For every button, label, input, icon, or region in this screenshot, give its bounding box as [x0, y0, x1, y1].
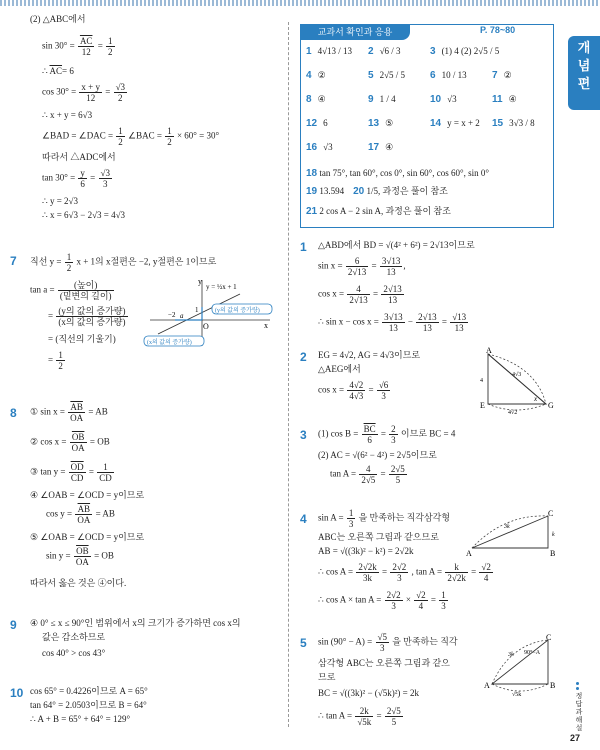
s4-vertex-b: B [550, 549, 556, 558]
s1-line1: △ABD에서 BD = √(4² + 6²) = 2√13이므로 [318, 240, 475, 250]
side-tab [568, 36, 600, 110]
q7-line5: = $\frac{1}{2}$ [48, 350, 63, 371]
q8-opt4-detail: cos y = $\frac{\overline{AB}}{OA}$ = AB [46, 504, 115, 525]
s4-side-3k: 3k [504, 524, 510, 530]
s2-side-4root3: 4√3 [512, 372, 522, 378]
answer-cell-number: 11 [492, 94, 503, 105]
solution-number-1: 1 [300, 240, 307, 254]
answer-cell [430, 70, 467, 81]
answer-cell [306, 118, 328, 129]
answer-cell-number: 9 [368, 94, 374, 105]
answer-cell [368, 118, 393, 129]
column-divider [288, 22, 289, 727]
q7-line1: 직선 y = $\frac{1}{2}$ x + 1의 x절편은 −2, y절편은 1이므로 [30, 252, 217, 273]
answer-cell [306, 142, 333, 153]
answer-cell [368, 46, 401, 57]
s2-vertex-g: G [548, 401, 554, 410]
s5-side-root5k: √5k [512, 692, 522, 698]
s4-line2: ABC는 오른쪽 그림과 같으므로 [318, 532, 439, 542]
page-range: P. 78~80 [480, 25, 516, 35]
question-number-10: 10 [10, 686, 24, 700]
q7-graph-x-label: x [264, 321, 268, 330]
s2-angle-x: x [534, 395, 538, 403]
s5-angle: 90°−A [524, 650, 541, 656]
question-number-7: 7 [10, 254, 17, 268]
q7-graph-minus2: −2 [168, 311, 176, 319]
p2-line8: ∴ y = 2√3 [42, 196, 78, 206]
side-section-label: 정답과 해설 [575, 692, 583, 732]
s5-figure [484, 634, 564, 700]
answer-row-19-20: 19 13.594 20 1/5, 과정은 풀이 참조 [306, 186, 448, 197]
answer-cell-value: 1 / 4 [379, 94, 396, 104]
answer-cell-number: 10 [430, 94, 442, 105]
s1-line2: sin x = $\frac{6}{2√13}$ = $\frac{3√13}{13}$ , [318, 256, 406, 277]
s2-side-4: 4 [480, 378, 483, 384]
q7-graph-y-label: y [198, 277, 202, 286]
q10-line1: cos 65° = 0.4226이므로 A = 65° [30, 686, 148, 696]
q7-graph-equation: y = ½x + 1 [206, 283, 237, 291]
s4-line5: ∴ cos A × tan A = $\frac{2√2}{3}$ × $\frac{√2}{4}$ = $\frac{1}{3}$ [318, 590, 446, 611]
answer-cell-value: 3√3 / 8 [509, 118, 535, 128]
answer-cell-value: ④ [317, 94, 326, 104]
q9-line2: 값은 감소하므로 [42, 632, 106, 642]
answer-cell-value: ⑤ [385, 118, 394, 128]
s4-line4: ∴ cos A = $\frac{2√2k}{3k}$ = $\frac{2√2}{3}$ , tan A = $\frac{k}{2√2k}$ = $\frac{√2}{4}$ [318, 562, 491, 583]
q7-graph-tag-run: (x의 값의 증가량) [147, 340, 192, 346]
answer-row-21: 21 2 cos A − 2 sin A, 과정은 풀이 참조 [306, 206, 451, 217]
answer-cell-number: 1 [306, 46, 312, 57]
q7-graph-tag-rise: (y의 값의 증가량) [215, 308, 260, 314]
s2-vertex-a: A [486, 346, 492, 355]
answer-box-title: 교과서 확인과 응용 [300, 24, 410, 40]
answer-cell-number: 16 [306, 142, 318, 153]
p2-label: (2) △ABC에서 [30, 14, 86, 24]
page-number: 27 [570, 733, 581, 743]
s4-line1: sin A = $\frac{1}{3}$ 을 만족하는 직각삼각형 [318, 508, 451, 529]
s5-line5: ∴ tan A = $\frac{2k}{√5k}$ = $\frac{2√5}{5}$ [318, 706, 401, 727]
answer-cell [306, 46, 352, 57]
s1-line4: ∴ sin x − cos x = $\frac{3√13}{13}$ − $\frac{2√13}{13}$ = $\frac{√13}{13}$ [318, 312, 467, 333]
answer-cell-number: 17 [368, 142, 380, 153]
answer-cell-value: √3 [323, 142, 333, 152]
answer-cell [368, 70, 405, 81]
answer-cell [368, 142, 393, 153]
q7-graph-angle: a [180, 312, 184, 320]
side-tab-char: 편 [577, 77, 591, 92]
answer-cell-value: ② [317, 70, 326, 80]
q10-line2: tan 64° = 2.0503이므로 B = 64° [30, 700, 147, 710]
q9-line3: cos 40° > cos 43° [42, 648, 106, 658]
s2-line1: EG = 4√2, AG = 4√3이므로 [318, 350, 421, 360]
q7-line4: = (직선의 기울기) [48, 334, 116, 344]
answer-cell [306, 70, 326, 81]
answer-cell [368, 94, 396, 105]
answer-cell-number: 8 [306, 94, 312, 105]
s5-line4: BC = √((3k)² − (√5k)²) = 2k [318, 688, 419, 698]
answer-cell-number: 4 [306, 70, 312, 81]
q8-opt4: ④ ∠OAB = ∠OCD = y이므로 [30, 490, 145, 500]
s5-vertex-c: C [546, 634, 552, 642]
q8-opt5: ⑤ ∠OAB = ∠OCD = y이므로 [30, 532, 145, 542]
q7-graph-origin: O [203, 322, 209, 331]
answer-cell [492, 70, 512, 81]
q7-graph [140, 276, 275, 354]
answer-cell-number: 5 [368, 70, 374, 81]
answer-cell-number: 7 [492, 70, 498, 81]
q9-line1: ④ 0° ≤ x ≤ 90°인 범위에서 x의 크기가 증가하면 cos x의 [30, 618, 241, 628]
q7-graph-one: 1 [195, 306, 199, 314]
answer-cell-value: (1) 4 (2) 2√5 / 5 [441, 46, 500, 56]
answer-cell [430, 118, 480, 129]
s2-vertex-e: E [480, 401, 485, 410]
p2-line6: 따라서 △ADC에서 [42, 152, 116, 162]
solution-number-2: 2 [300, 350, 307, 364]
answer-cell-number: 14 [430, 118, 442, 129]
answer-cell-value: 6 [323, 118, 328, 128]
s4-vertex-a: A [466, 549, 472, 558]
p2-line5: ∠BAD = ∠DAC = $\frac{1}{2}$ ∠BAC = $\frac{1}{2}$ × 60° = 30° [42, 126, 220, 147]
answer-cell-value: 2√5 / 5 [379, 70, 406, 80]
s2-line2: △AEG에서 [318, 364, 361, 374]
s1-line3: cos x = $\frac{4}{2√13}$ = $\frac{2√13}{13}$ [318, 284, 402, 305]
p2-line7: tan 30° = $\frac{y}{6}$ = $\frac{√3}{3}$ [42, 168, 110, 189]
side-dots [576, 682, 580, 692]
side-tab-char: 개 [577, 41, 591, 56]
p2-line9: ∴ x = 6√3 − 2√3 = 4√3 [42, 210, 126, 220]
answer-cell-value: y = x + 2 [447, 118, 480, 128]
question-number-8: 8 [10, 406, 17, 420]
s5-side-3k: 3k [508, 652, 514, 658]
q8-opt5-detail: sin y = $\frac{\overline{OB}}{OA}$ = OB [46, 546, 114, 567]
s3-line1: (1) cos B = $\frac{\overline{BC}}{6}$ = $\frac{2}{3}$ 이므로 BC = 4 [318, 424, 456, 445]
s3-line2: (2) AC = √(6² − 4²) = 2√5이므로 [318, 450, 437, 460]
s5-vertex-a: A [484, 681, 490, 690]
answer-cell-value: 4√13 / 13 [317, 46, 353, 56]
s4-line3: AB = √((3k)² − k²) = 2√2k [318, 546, 414, 556]
q8-opt2: ② cos x = $\frac{\overline{OB}}{OA}$ = OB [30, 432, 110, 453]
q7-line2: tan a = $\frac{\text{(높이)}}{\text{(밑변의 길이)}}$ [30, 280, 112, 301]
answer-cell-value: ④ [385, 142, 394, 152]
answer-cell-number: 2 [368, 46, 374, 57]
answer-cell-value: ② [503, 70, 512, 80]
answer-cell-value: √3 [447, 94, 457, 104]
s5-line2: 삼각형 ABC는 오른쪽 그림과 같으 [318, 658, 450, 668]
q7-line3: = $\frac{\text{(y의 값의 증가량)}}{\text{(x의 값의 증가량)}}$ [48, 306, 126, 327]
answer-cell-number: 6 [430, 70, 436, 81]
answer-cell-value: ④ [508, 94, 517, 104]
s3-line3: tan A = $\frac{4}{2√5}$ = $\frac{2√5}{5}$ [330, 464, 405, 485]
answer-cell-number: 13 [368, 118, 380, 129]
answer-cell-value: 10 / 13 [441, 70, 467, 80]
side-tab-char: 념 [577, 59, 591, 74]
answer-cell-number: 12 [306, 118, 318, 129]
q8-opt1: ① sin x = $\frac{\overline{AB}}{OA}$ = AB [30, 402, 108, 423]
q10-line3: ∴ A + B = 65° + 64° = 129° [30, 714, 131, 724]
solution-number-5: 5 [300, 636, 307, 650]
p2-line2: ∴ $\overline{AC}= 6$ [42, 66, 74, 76]
answer-cell [430, 46, 499, 57]
s2-figure [476, 346, 560, 416]
s5-line3: 므로 [318, 672, 336, 682]
s2-line3: cos x = $\frac{4√2}{4√3}$ = $\frac{√6}{3}$ [318, 380, 389, 401]
s4-side-k: k [552, 532, 555, 538]
answer-cell-number: 15 [492, 118, 504, 129]
p2-line1: sin 30° = $\frac{\overline{AC}}{12}$ = $\frac{1}{2}$ [42, 36, 113, 57]
answer-cell [430, 94, 457, 105]
answer-cell-value: √6 / 3 [379, 46, 401, 56]
answer-cell [492, 94, 517, 105]
top-stripe [0, 0, 600, 6]
s4-vertex-c: C [548, 509, 554, 518]
solution-number-3: 3 [300, 428, 307, 442]
p2-line4: ∴ x + y = 6√3 [42, 110, 93, 120]
answer-cell [306, 94, 326, 105]
s2-side-4root2: 4√2 [508, 410, 518, 416]
s5-line1: sin (90° − A) = $\frac{√5}{3}$ 을 만족하는 직각 [318, 632, 458, 653]
q8-opt3: ③ tan y = $\frac{\overline{OD}}{CD}$ = $\frac{1}{CD}$ [30, 462, 112, 483]
answer-row-18: 18 tan 75°, tan 60°, cos 0°, sin 60°, cos 60°, sin 0° [306, 168, 489, 179]
q8-conclusion: 따라서 옳은 것은 ④이다. [30, 578, 127, 588]
solution-number-4: 4 [300, 512, 307, 526]
s4-figure [464, 508, 560, 558]
answer-cell-number: 3 [430, 46, 436, 57]
question-number-9: 9 [10, 618, 17, 632]
p2-line3: cos 30° = $\frac{x + y}{12}$ = $\frac{√3}{2}$ [42, 82, 126, 103]
answer-cell [492, 118, 535, 129]
s5-vertex-b: B [550, 681, 556, 690]
